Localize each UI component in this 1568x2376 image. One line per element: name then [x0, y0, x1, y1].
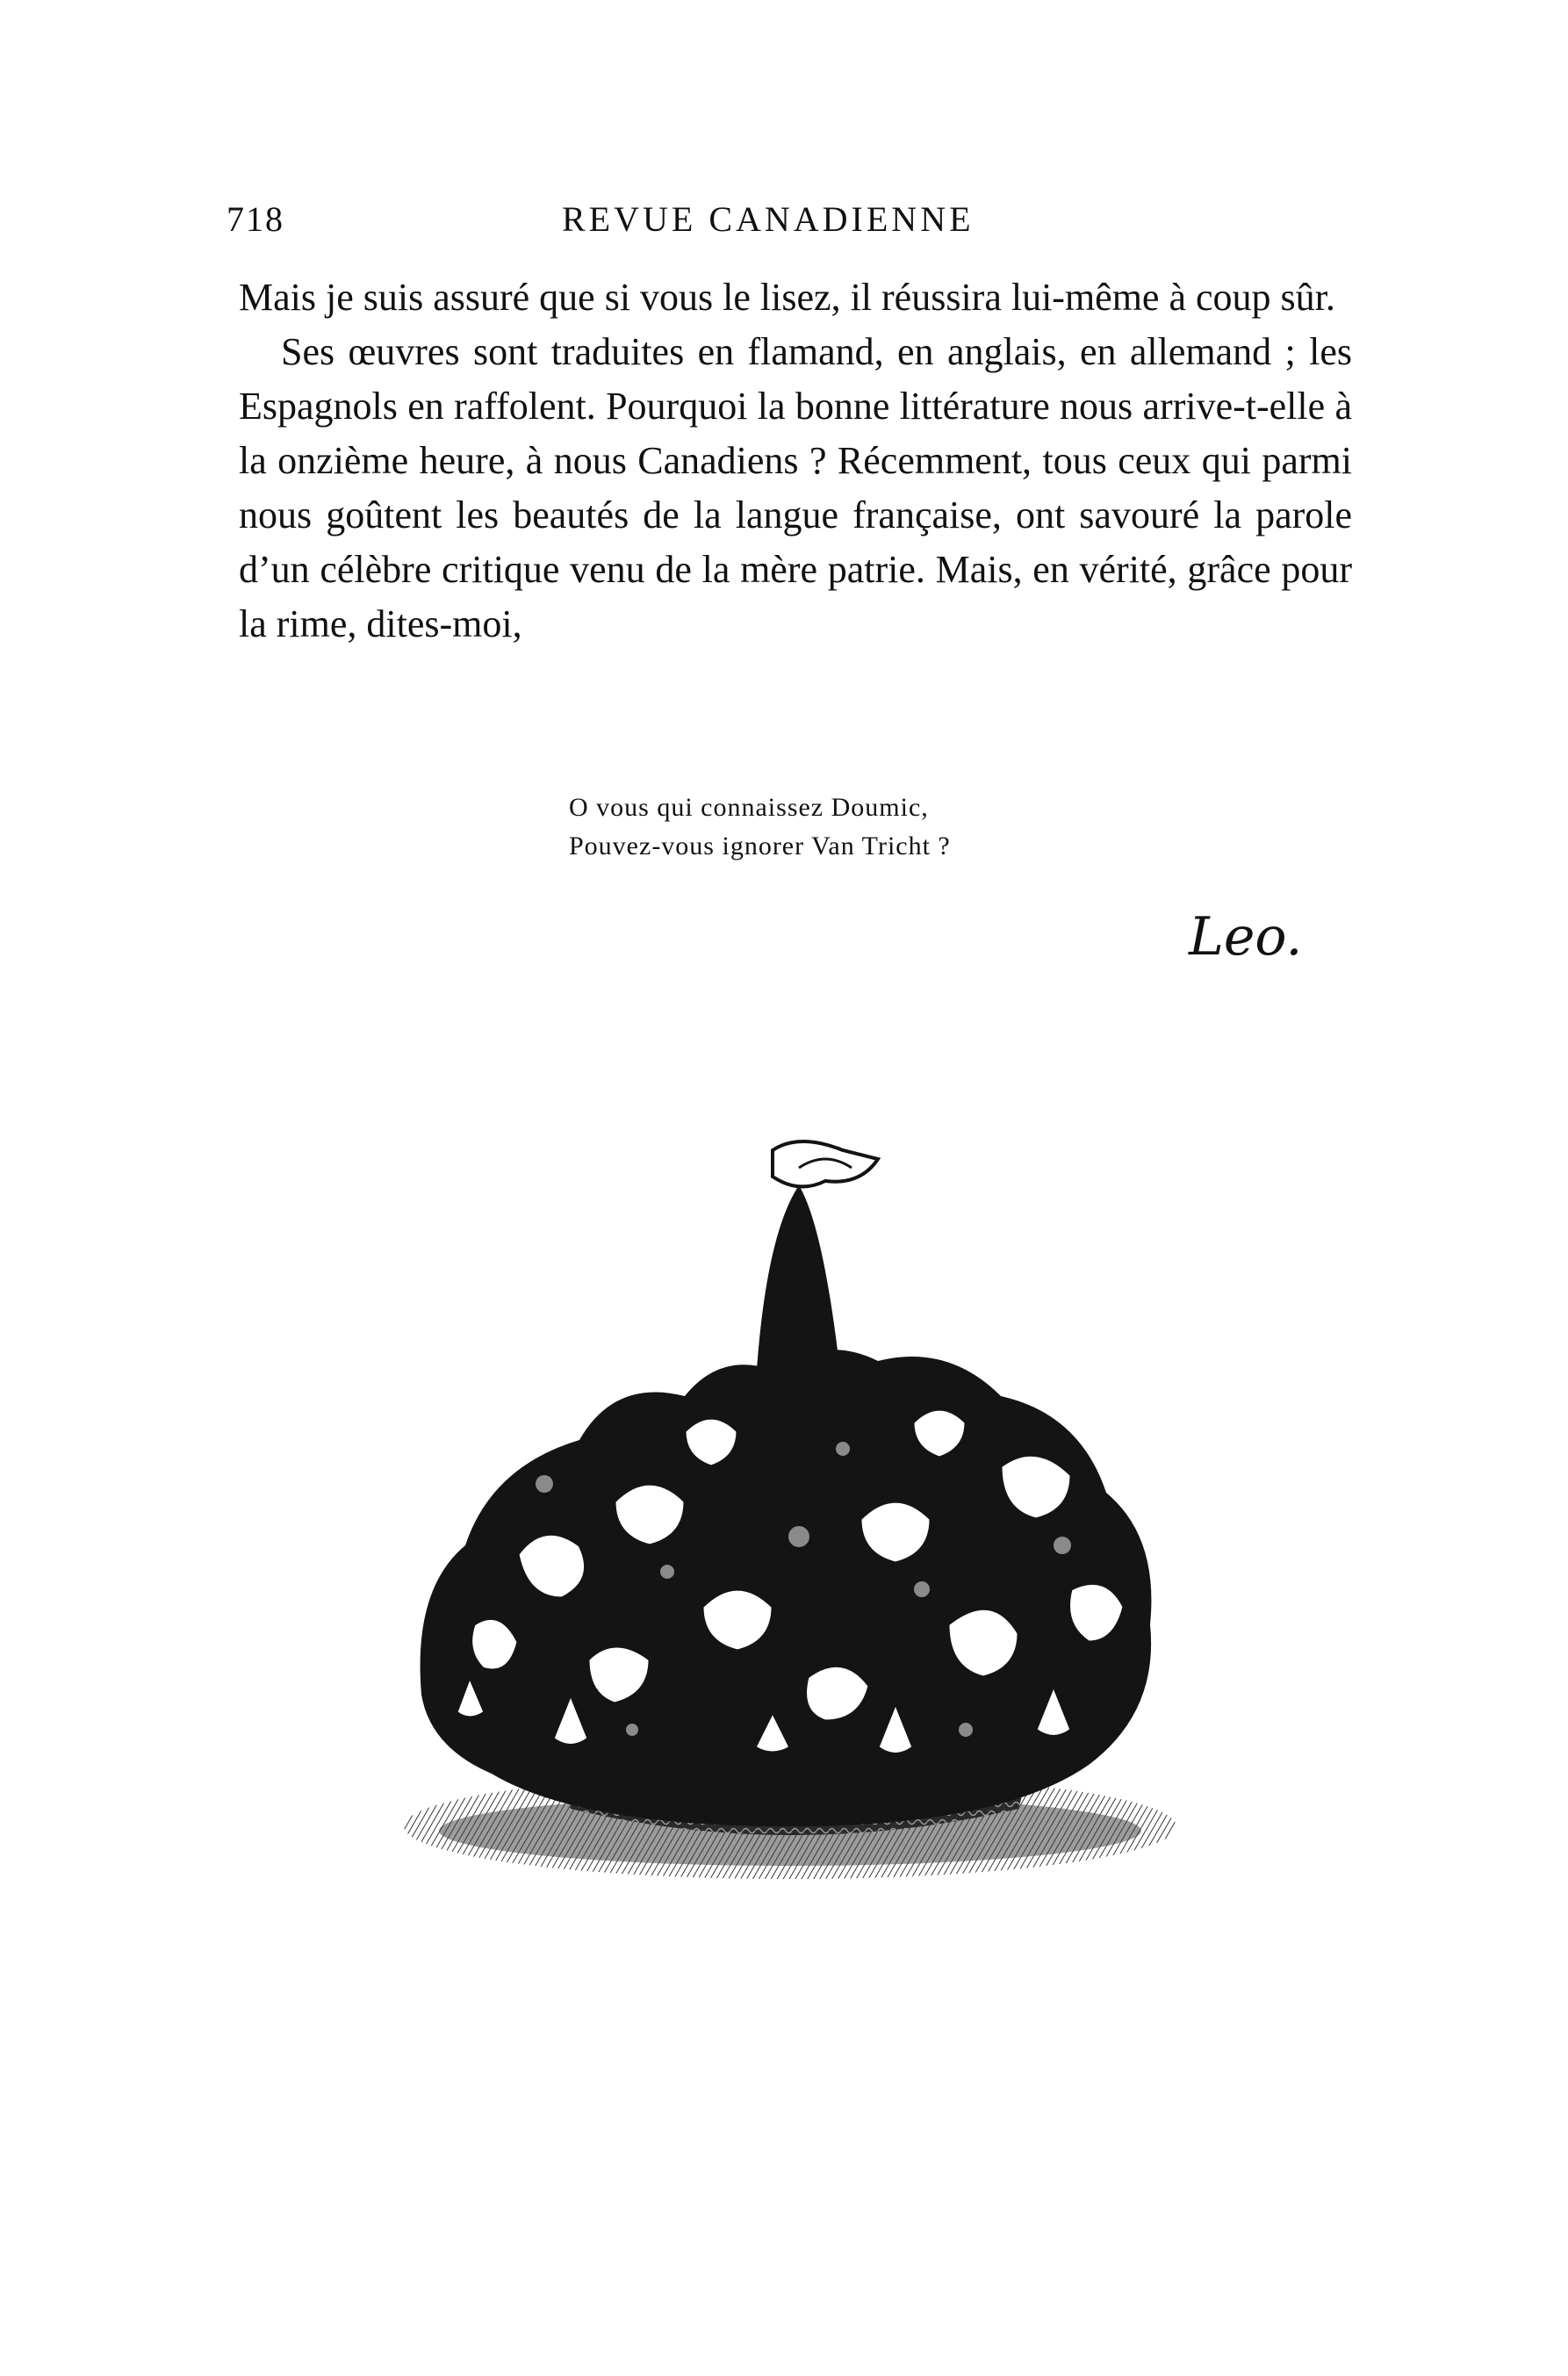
foliage-mass [421, 1350, 1152, 1826]
verse-line-1: O vous qui connaissez Doumic, [569, 793, 929, 822]
paragraph-2: Ses œuvres sont traduites en flamand, en anglais, en allemand ; les Espagnols en raffolent. Pourquoi la bonne littérature nous arrive-t-elle à la onzième heure, à nous Canadiens ? Récemment, tous ceux qui parmi nous goûtent les beautés de la langue française, ont savouré la parole d’un célèbre critique venu de la mère patrie. Mais, en vérité, grâce pour la rime, dites-moi, [239, 330, 1352, 645]
basket-handle [755, 1185, 843, 1396]
paragraph-1: Mais je suis assuré que si vous le lisez, il réussira lui-même à coup sûr. [239, 276, 1335, 319]
body-text [239, 270, 1352, 652]
running-head: REVUE CANADIENNE [562, 199, 975, 239]
page-number: 718 [227, 199, 284, 239]
verse-line-2: Pouvez-vous ignorer Van Tricht ? [569, 832, 951, 860]
author-signature: Leo. [1189, 906, 1303, 968]
verse-couplet [569, 788, 951, 866]
flower-basket-illustration [386, 1133, 1194, 1888]
